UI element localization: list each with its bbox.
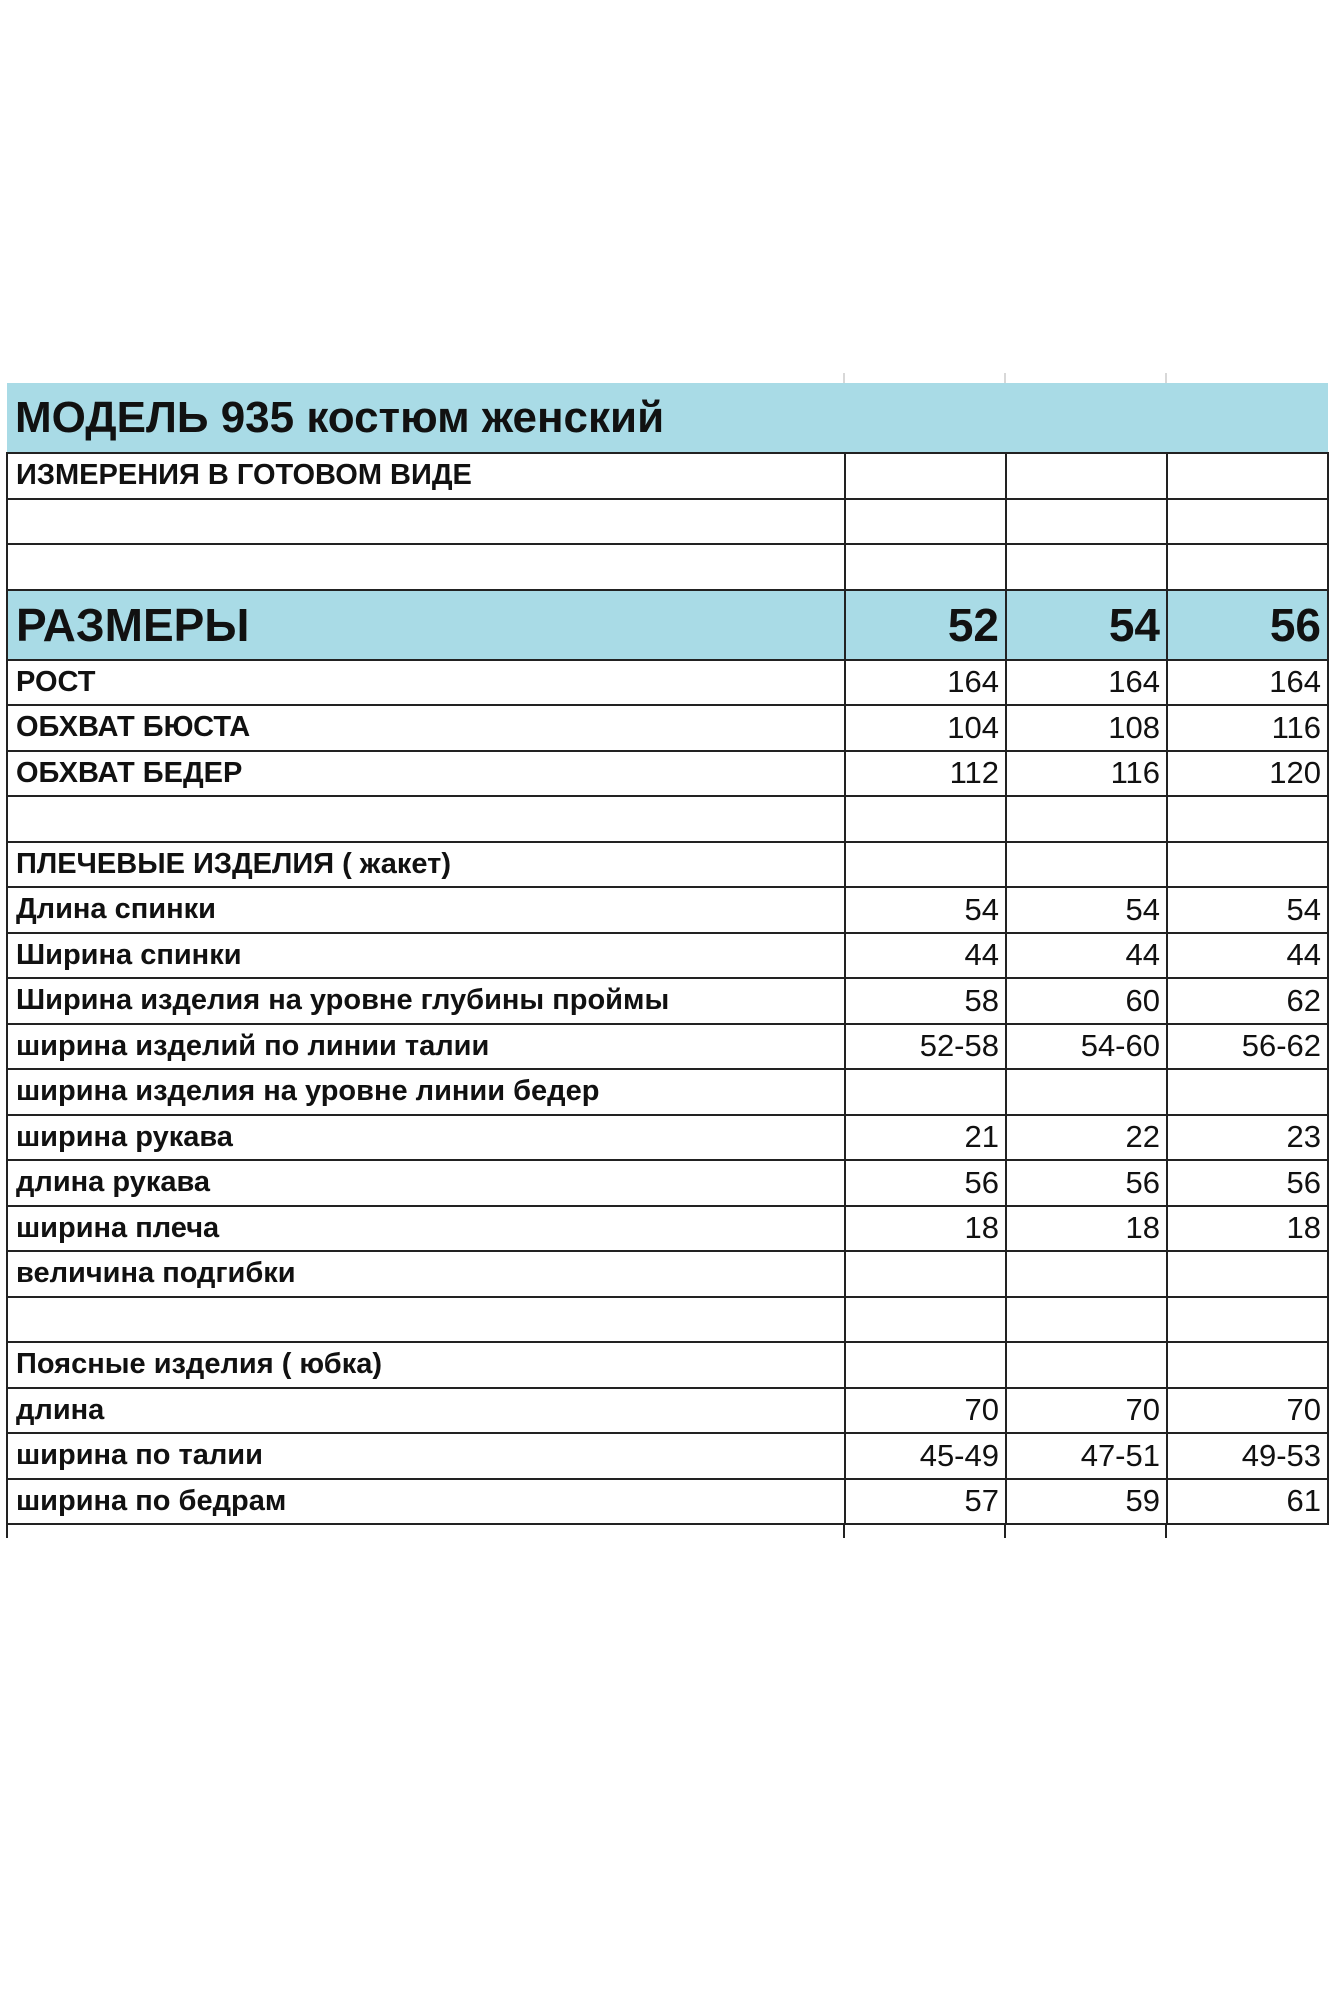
row-value [1006,1069,1167,1115]
row-value [845,544,1006,590]
row-value: 60 [1006,978,1167,1024]
row-label: длина [7,1388,845,1434]
table-row [7,1479,1328,1525]
row-value: 54 [845,887,1006,933]
table-row [7,660,1328,706]
row-value [1006,1251,1167,1297]
row-label: ПЛЕЧЕВЫЕ ИЗДЕЛИЯ ( жакет) [7,842,845,888]
row-label [7,1297,845,1343]
row-value: 49-53 [1167,1433,1328,1479]
row-value [1006,796,1167,842]
row-value: 54-60 [1006,1024,1167,1070]
size-chart-sheet [6,383,1327,1525]
row-value: 61 [1167,1479,1328,1525]
table-row [7,1433,1328,1479]
row-label: ширина плеча [7,1206,845,1252]
top-gridline-ticks [0,373,1333,383]
row-label: Ширина спинки [7,933,845,979]
table-row [7,1297,1328,1343]
row-value: 56 [1006,1160,1167,1206]
row-value: 116 [1006,751,1167,797]
table-row [7,751,1328,797]
row-value: 18 [1167,1206,1328,1252]
size-header-56: 56 [1167,590,1328,660]
row-value [845,499,1006,545]
sizes-label: РАЗМЕРЫ [7,590,845,660]
row-value [1167,1251,1328,1297]
row-value [845,796,1006,842]
row-value: 54 [1167,887,1328,933]
table-row [7,842,1328,888]
row-label [7,796,845,842]
row-label: РОСТ [7,660,845,706]
row-value: 164 [1167,660,1328,706]
table-cell [1167,453,1328,499]
title-row [7,383,1328,453]
row-label: Длина спинки [7,887,845,933]
row-label: ширина по бедрам [7,1479,845,1525]
row-value [1006,544,1167,590]
row-value: 18 [845,1206,1006,1252]
row-label: ширина рукава [7,1115,845,1161]
sizes-header-row [7,590,1328,660]
row-label: длина рукава [7,1160,845,1206]
gridline-stub [843,1524,845,1538]
table-cell [845,453,1006,499]
table-row [7,1342,1328,1388]
row-value: 21 [845,1115,1006,1161]
row-label: Поясные изделия ( юбка) [7,1342,845,1388]
row-value [845,842,1006,888]
row-value: 164 [845,660,1006,706]
row-value [1167,1297,1328,1343]
table-row [7,1115,1328,1161]
row-value [1006,842,1167,888]
row-value [1006,1342,1167,1388]
row-value: 70 [1006,1388,1167,1434]
row-value: 120 [1167,751,1328,797]
row-value: 58 [845,978,1006,1024]
row-value: 45-49 [845,1433,1006,1479]
row-value: 116 [1167,705,1328,751]
table-row [7,1206,1328,1252]
table-row [7,796,1328,842]
row-value: 23 [1167,1115,1328,1161]
row-label: ширина изделия на уровне линии бедер [7,1069,845,1115]
model-title: МОДЕЛЬ 935 костюм женский [7,383,1328,453]
row-value: 108 [1006,705,1167,751]
row-value: 62 [1167,978,1328,1024]
table-row [7,1251,1328,1297]
table-cell [1006,453,1167,499]
row-value: 70 [845,1388,1006,1434]
row-value: 47-51 [1006,1433,1167,1479]
row-value: 44 [1167,933,1328,979]
row-value: 57 [845,1479,1006,1525]
row-label: ОБХВАТ БЕДЕР [7,751,845,797]
row-value: 104 [845,705,1006,751]
row-value: 56-62 [1167,1024,1328,1070]
table-row [7,499,1328,545]
row-label: Ширина изделия на уровне глубины проймы [7,978,845,1024]
table-row [7,1069,1328,1115]
gridline-stub [1004,1524,1006,1538]
row-value: 70 [1167,1388,1328,1434]
row-value [845,1069,1006,1115]
row-value: 164 [1006,660,1167,706]
row-value: 44 [845,933,1006,979]
row-value [1167,544,1328,590]
table-row [7,544,1328,590]
table-row [7,978,1328,1024]
gridline-tick [843,373,845,383]
row-value: 22 [1006,1115,1167,1161]
row-value [1167,1342,1328,1388]
measurements-subtitle: ИЗМЕРЕНИЯ В ГОТОВОМ ВИДЕ [7,453,845,499]
row-value [845,1342,1006,1388]
row-label: ширина изделий по линии талии [7,1024,845,1070]
row-value: 18 [1006,1206,1167,1252]
bottom-gridline-stubs [0,1524,1333,1538]
row-label [7,499,845,545]
row-value [1167,499,1328,545]
row-value: 54 [1006,887,1167,933]
row-label [7,544,845,590]
gridline-tick [1165,373,1167,383]
row-value [1006,499,1167,545]
row-value [1006,1297,1167,1343]
gridline-stub [6,1524,8,1538]
row-value [1167,1069,1328,1115]
table-row [7,705,1328,751]
table-row [7,1024,1328,1070]
table-row [7,933,1328,979]
row-value [1167,842,1328,888]
size-chart-table [6,383,1329,1525]
table-row [7,1388,1328,1434]
row-value: 59 [1006,1479,1167,1525]
row-value: 52-58 [845,1024,1006,1070]
table-row [7,887,1328,933]
row-label: ОБХВАТ БЮСТА [7,705,845,751]
size-header-54: 54 [1006,590,1167,660]
gridline-tick [1004,373,1006,383]
row-value: 44 [1006,933,1167,979]
gridline-stub [1165,1524,1167,1538]
row-value: 56 [845,1160,1006,1206]
row-value [845,1297,1006,1343]
row-label: величина подгибки [7,1251,845,1297]
row-value: 56 [1167,1160,1328,1206]
row-value [845,1251,1006,1297]
subtitle-row [7,453,1328,499]
row-value: 112 [845,751,1006,797]
row-label: ширина по талии [7,1433,845,1479]
size-header-52: 52 [845,590,1006,660]
table-row [7,1160,1328,1206]
row-value [1167,796,1328,842]
